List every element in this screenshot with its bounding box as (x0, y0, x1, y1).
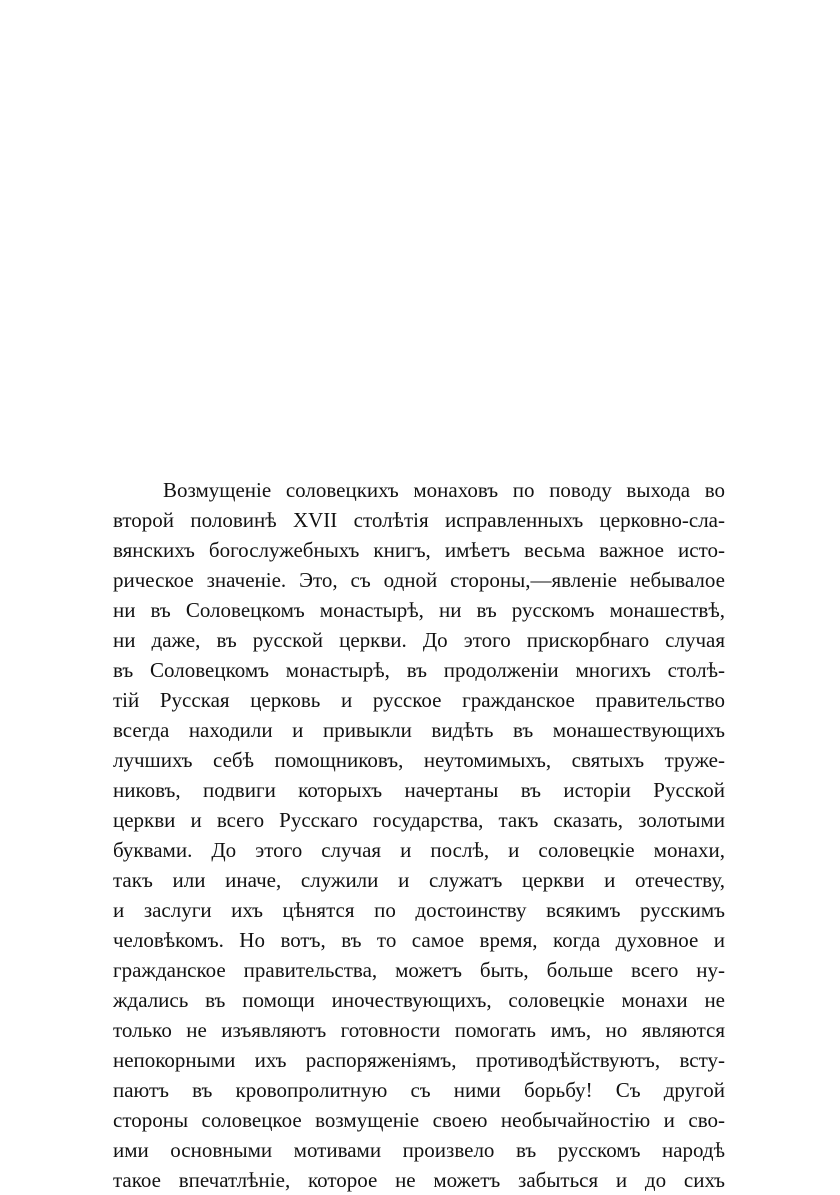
text-line: никовъ, подвиги которыхъ начертаны въ исторіи Русской (113, 778, 725, 802)
text-line: непокорными ихъ распоряженіямъ, противодѣйствуютъ, всту- (113, 1048, 725, 1072)
text-line: ждались въ помощи иночествующихъ, соловецкіе монахи не (113, 988, 725, 1012)
text-line: церкви и всего Русскаго государства, такъ сказать, золотыми (113, 808, 725, 832)
text-line: тій Русская церковь и русское гражданское правительство (113, 688, 725, 712)
text-line: такъ или иначе, служили и служатъ церкви и отечеству, (113, 868, 725, 892)
text-line: буквами. До этого случая и послѣ, и соловецкіе монахи, (113, 838, 725, 862)
text-line: ни въ Соловецкомъ монастырѣ, ни въ русскомъ монашествѣ, (113, 598, 725, 622)
text-line: второй половинѣ XVII столѣтія исправленныхъ церковно-сла- (113, 508, 725, 532)
body-text (113, 475, 725, 1195)
text-line: Возмущеніе соловецкихъ монаховъ по поводу выхода во (163, 478, 725, 502)
text-line: паютъ въ кровопролитную съ ними борьбу! Съ другой (113, 1078, 725, 1102)
text-line: вянскихъ богослужебныхъ книгъ, имѣетъ весьма важное исто- (113, 538, 725, 562)
text-line: человѣкомъ. Но вотъ, въ то самое время, когда духовное и (113, 928, 725, 952)
text-line: такое впечатлѣніе, которое не можетъ забыться и до сихъ (113, 1168, 725, 1192)
text-line: ни даже, въ русской церкви. До этого прискорбнаго случая (113, 628, 725, 652)
text-line: рическое значеніе. Это, съ одной стороны,—явленіе небывалое (113, 568, 725, 592)
text-line: въ Соловецкомъ монастырѣ, въ продолженіи многихъ столѣ- (113, 658, 725, 682)
text-line: всегда находили и привыкли видѣть въ монашествующихъ (113, 718, 725, 742)
text-line: гражданское правительства, можетъ быть, больше всего ну- (113, 958, 725, 982)
text-line: ими основными мотивами произвело въ русскомъ народѣ (113, 1138, 725, 1162)
text-line: только не изъявляютъ готовности помогать имъ, но являются (113, 1018, 725, 1042)
text-line: стороны соловецкое возмущеніе своею необычайностію и сво- (113, 1108, 725, 1132)
text-line: лучшихъ себѣ помощниковъ, неутомимыхъ, святыхъ труже- (113, 748, 725, 772)
text-line: и заслуги ихъ цѣнятся по достоинству всякимъ русскимъ (113, 898, 725, 922)
